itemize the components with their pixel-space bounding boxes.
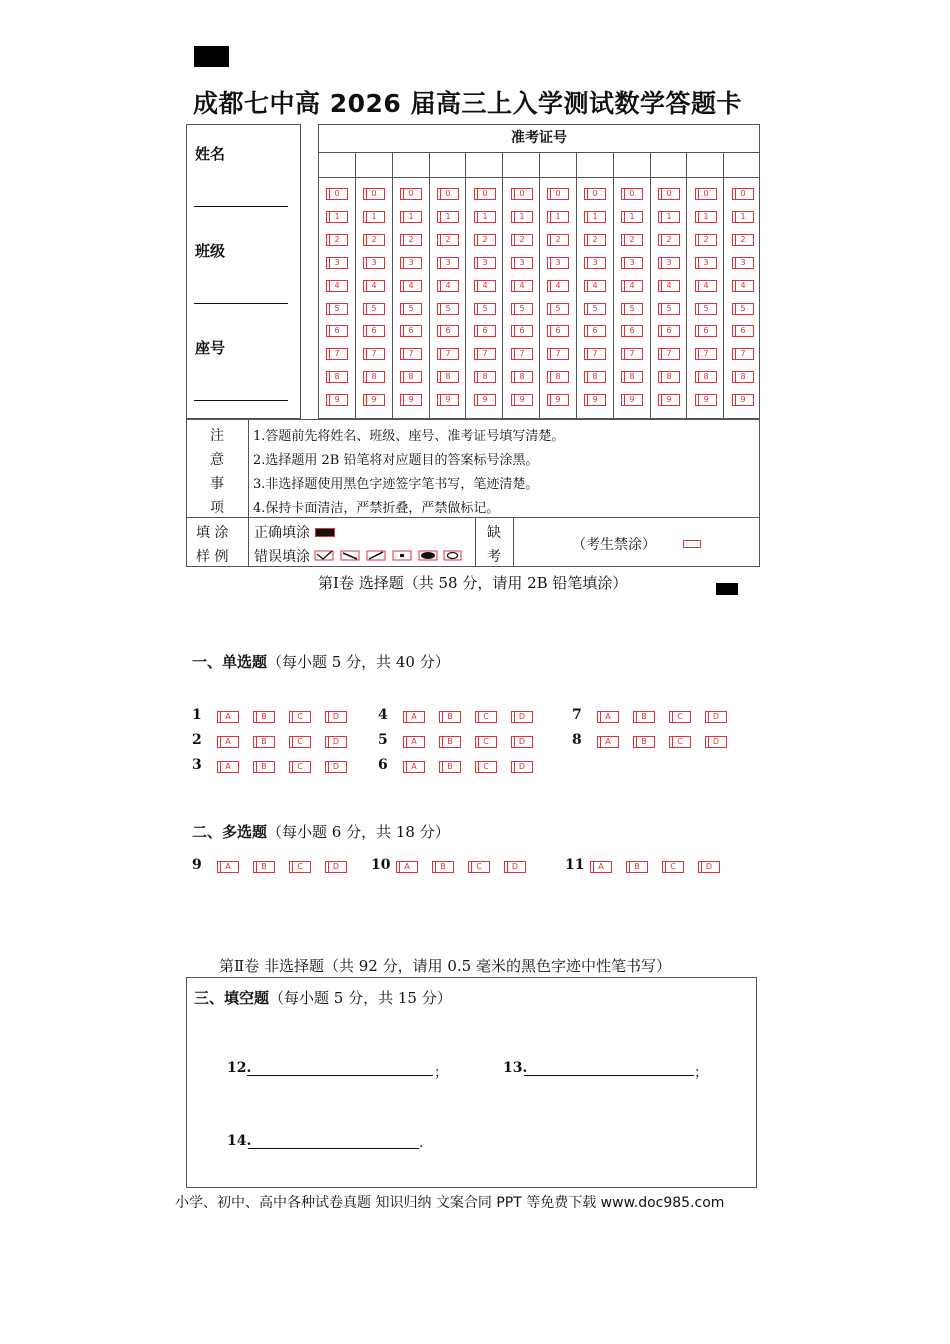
- exam-id-digit-bubble[interactable]: 4: [326, 280, 348, 292]
- exam-id-digit-bubble[interactable]: 7: [658, 348, 680, 360]
- exam-id-digit-bubble[interactable]: 2: [363, 234, 385, 246]
- exam-id-digit-bubble[interactable]: 1: [695, 211, 717, 223]
- exam-id-digit-bubble[interactable]: 1: [547, 211, 569, 223]
- exam-id-digit-bubble[interactable]: 0: [437, 188, 459, 200]
- answer-option-bubble[interactable]: C: [289, 736, 311, 748]
- exam-id-digit-bubble[interactable]: 2: [547, 234, 569, 246]
- exam-id-digit-bubble[interactable]: 6: [400, 325, 422, 337]
- answer-option-bubble[interactable]: B: [253, 736, 275, 748]
- exam-id-digit-bubble[interactable]: 6: [621, 325, 643, 337]
- exam-id-digit-bubble[interactable]: 0: [363, 188, 385, 200]
- answer-option-bubble[interactable]: D: [325, 736, 347, 748]
- exam-id-digit-bubble[interactable]: 9: [326, 394, 348, 406]
- exam-id-digit-bubble[interactable]: 1: [437, 211, 459, 223]
- exam-id-digit-bubble[interactable]: 2: [326, 234, 348, 246]
- answer-option-bubble[interactable]: C: [475, 711, 497, 723]
- answer-option-bubble[interactable]: D: [705, 711, 727, 723]
- exam-id-digit-bubble[interactable]: 8: [547, 371, 569, 383]
- answer-option-bubble[interactable]: B: [633, 711, 655, 723]
- answer-option-bubble[interactable]: D: [698, 861, 720, 873]
- answer-option-bubble[interactable]: C: [289, 761, 311, 773]
- exam-id-digit-bubble[interactable]: 0: [326, 188, 348, 200]
- multi-choice-score: （每小题 6 分，共 18 分）: [267, 823, 450, 841]
- exam-id-digit-bubble[interactable]: 4: [511, 280, 533, 292]
- exam-id-digit-bubble[interactable]: 7: [547, 348, 569, 360]
- exam-id-digit-bubble[interactable]: 4: [547, 280, 569, 292]
- exam-id-digit-bubble[interactable]: 8: [474, 371, 496, 383]
- exam-id-digit-bubble[interactable]: 6: [474, 325, 496, 337]
- exam-id-digit-bubble[interactable]: 2: [474, 234, 496, 246]
- exam-id-digit-bubble[interactable]: 8: [658, 371, 680, 383]
- answer-option-bubble[interactable]: C: [669, 736, 691, 748]
- exam-id-digit-bubble[interactable]: 8: [511, 371, 533, 383]
- exam-id-digit-bubble[interactable]: 5: [695, 303, 717, 315]
- fill-sample-label-2: 样 例: [196, 549, 229, 565]
- exam-id-digit-bubble[interactable]: 7: [695, 348, 717, 360]
- exam-id-digit-bubble[interactable]: 7: [437, 348, 459, 360]
- answer-option-bubble[interactable]: A: [396, 861, 418, 873]
- note-item-4: 4.保持卡面清洁，严禁折叠，严禁做标记。: [253, 501, 500, 516]
- answer-option-bubble[interactable]: B: [439, 761, 461, 773]
- answer-option-bubble[interactable]: A: [217, 736, 239, 748]
- answer-option-bubble[interactable]: A: [403, 736, 425, 748]
- alignment-mark-top: [194, 46, 229, 67]
- exam-id-digit-bubble[interactable]: 5: [326, 303, 348, 315]
- class-field[interactable]: [194, 303, 288, 304]
- exam-id-column-divider: [686, 152, 687, 419]
- exam-id-digit-bubble[interactable]: 2: [732, 234, 754, 246]
- exam-id-column-divider: [429, 152, 430, 419]
- question-number: 3: [192, 757, 202, 773]
- exam-id-digit-bubble[interactable]: 2: [621, 234, 643, 246]
- exam-id-digit-bubble[interactable]: 7: [621, 348, 643, 360]
- exam-id-digit-bubble[interactable]: 9: [437, 394, 459, 406]
- notes-side-char-3: 事: [210, 476, 224, 492]
- exam-id-digit-bubble[interactable]: 8: [400, 371, 422, 383]
- exam-id-digit-bubble[interactable]: 9: [511, 394, 533, 406]
- answer-option-bubble[interactable]: C: [289, 861, 311, 873]
- exam-id-digit-bubble[interactable]: 4: [732, 280, 754, 292]
- exam-id-digit-bubble[interactable]: 5: [363, 303, 385, 315]
- question-number: 7: [572, 707, 582, 723]
- exam-id-digit-bubble[interactable]: 8: [695, 371, 717, 383]
- question-number: 6: [378, 757, 388, 773]
- wrong-fill-examples: [314, 550, 462, 562]
- correct-fill-label: 正确填涂: [254, 525, 310, 541]
- absent-divider-right: [513, 517, 514, 567]
- exam-id-column-divider: [355, 152, 356, 419]
- answer-option-bubble[interactable]: B: [253, 711, 275, 723]
- exam-id-digit-bubble[interactable]: 9: [474, 394, 496, 406]
- exam-id-digit-bubble[interactable]: 7: [363, 348, 385, 360]
- exam-id-digit-bubble[interactable]: 8: [584, 371, 606, 383]
- exam-id-digit-bubble[interactable]: 0: [511, 188, 533, 200]
- question-number: 8: [572, 732, 582, 748]
- exam-id-digit-bubble[interactable]: 0: [695, 188, 717, 200]
- exam-id-digit-bubble[interactable]: 5: [400, 303, 422, 315]
- q14-label: 14.: [227, 1133, 252, 1149]
- exam-id-digit-bubble[interactable]: 9: [363, 394, 385, 406]
- answer-option-bubble[interactable]: C: [289, 711, 311, 723]
- exam-id-digit-bubble[interactable]: 9: [584, 394, 606, 406]
- part1-title: 第Ⅰ卷 选择题（共 58 分，请用 2B 铅笔填涂）: [318, 574, 628, 592]
- answer-option-bubble[interactable]: A: [403, 711, 425, 723]
- exam-id-digit-bubble[interactable]: 0: [547, 188, 569, 200]
- q13-label: 13.: [503, 1060, 528, 1076]
- exam-id-digit-bubble[interactable]: 5: [474, 303, 496, 315]
- exam-id-digit-bubble[interactable]: 4: [363, 280, 385, 292]
- exam-id-digit-bubble[interactable]: 3: [400, 257, 422, 269]
- exam-id-digit-bubble[interactable]: 5: [584, 303, 606, 315]
- wrong-fill-circle-icon: [444, 551, 461, 560]
- multi-choice-heading: [192, 821, 450, 842]
- exam-id-digit-bubble[interactable]: 4: [474, 280, 496, 292]
- wrong-fill-slash-icon: [341, 551, 359, 560]
- answer-option-bubble[interactable]: B: [439, 711, 461, 723]
- question-number: 9: [192, 857, 202, 873]
- exam-id-digit-bubble[interactable]: 3: [474, 257, 496, 269]
- exam-id-digit-bubble[interactable]: 3: [658, 257, 680, 269]
- exam-id-digit-bubble[interactable]: 0: [621, 188, 643, 200]
- answer-option-bubble[interactable]: C: [475, 736, 497, 748]
- answer-option-bubble[interactable]: B: [253, 861, 275, 873]
- single-choice-heading-text: 一、单选题: [192, 653, 268, 671]
- exam-id-column-divider: [723, 152, 724, 419]
- answer-option-bubble[interactable]: A: [217, 761, 239, 773]
- exam-id-digit-bubble[interactable]: 4: [621, 280, 643, 292]
- exam-id-digit-bubble[interactable]: 0: [400, 188, 422, 200]
- exam-id-digit-bubble[interactable]: 7: [511, 348, 533, 360]
- wrong-fill-dot-icon: [393, 551, 411, 560]
- absent-divider-left: [475, 517, 476, 567]
- exam-id-digit-bubble[interactable]: 3: [584, 257, 606, 269]
- notes-side-char-4: 项: [210, 500, 224, 516]
- alignment-mark-middle: [716, 583, 738, 595]
- q12-label: 12.: [227, 1060, 252, 1076]
- exam-id-digit-bubble[interactable]: 6: [326, 325, 348, 337]
- exam-id-digit-bubble[interactable]: 5: [437, 303, 459, 315]
- answer-option-bubble[interactable]: A: [217, 711, 239, 723]
- answer-option-bubble[interactable]: B: [432, 861, 454, 873]
- exam-id-digit-bubble[interactable]: 9: [547, 394, 569, 406]
- exam-id-digit-bubble[interactable]: 4: [695, 280, 717, 292]
- answer-option-bubble[interactable]: C: [669, 711, 691, 723]
- fill-in-heading: [194, 987, 452, 1008]
- exam-id-digit-bubble[interactable]: 0: [474, 188, 496, 200]
- wrong-fill-line-icon: [367, 551, 385, 560]
- exam-id-column-divider: [392, 152, 393, 419]
- exam-id-digit-bubble[interactable]: 2: [511, 234, 533, 246]
- exam-id-digit-bubble[interactable]: 8: [621, 371, 643, 383]
- exam-id-digit-bubble[interactable]: 6: [547, 325, 569, 337]
- exam-id-digit-bubble[interactable]: 2: [437, 234, 459, 246]
- exam-id-digit-bubble[interactable]: 2: [658, 234, 680, 246]
- exam-id-column-divider: [576, 152, 577, 419]
- answer-option-bubble[interactable]: C: [475, 761, 497, 773]
- answer-option-bubble[interactable]: C: [468, 861, 490, 873]
- answer-option-bubble[interactable]: B: [439, 736, 461, 748]
- answer-option-bubble[interactable]: A: [597, 736, 619, 748]
- exam-id-digit-bubble[interactable]: 1: [658, 211, 680, 223]
- exam-id-digit-bubble[interactable]: 2: [695, 234, 717, 246]
- wrong-fill-label: 错误填涂: [254, 549, 310, 565]
- answer-option-bubble[interactable]: C: [662, 861, 684, 873]
- exam-id-digit-bubble[interactable]: 1: [511, 211, 533, 223]
- exam-id-digit-bubble[interactable]: 3: [695, 257, 717, 269]
- exam-id-digit-bubble[interactable]: 6: [511, 325, 533, 337]
- exam-id-digit-bubble[interactable]: 6: [695, 325, 717, 337]
- exam-id-digit-bubble[interactable]: 4: [584, 280, 606, 292]
- answer-option-bubble[interactable]: D: [325, 861, 347, 873]
- fill-in-heading-text: 三、填空题: [194, 989, 270, 1007]
- exam-id-digit-bubble[interactable]: 4: [400, 280, 422, 292]
- q12-end: ；: [434, 1065, 448, 1081]
- footer-text: 小学、初中、高中各种试卷真题 知识归纳 文案合同 PPT 等免费下载 www.doc985.com: [175, 1195, 725, 1211]
- page-title: 成都七中高 2026 届高三上入学测试数学答题卡: [193, 89, 742, 118]
- question-number: 2: [192, 732, 202, 748]
- answer-option-bubble[interactable]: A: [217, 861, 239, 873]
- exam-id-digit-bubble[interactable]: 3: [547, 257, 569, 269]
- exam-id-digit-bubble[interactable]: 7: [400, 348, 422, 360]
- exam-id-digit-bubble[interactable]: 9: [621, 394, 643, 406]
- answer-option-bubble[interactable]: D: [705, 736, 727, 748]
- exam-id-digit-bubble[interactable]: 3: [363, 257, 385, 269]
- absent-label-2: 考: [487, 549, 501, 565]
- notes-side-divider: [248, 419, 249, 567]
- exam-id-digit-bubble[interactable]: 9: [732, 394, 754, 406]
- seat-field[interactable]: [194, 400, 288, 401]
- fill-sample-label-1: 填 涂: [196, 525, 229, 541]
- note-item-1: 1.答题前先将姓名、班级、座号、准考证号填写清楚。: [253, 429, 565, 444]
- exam-id-digit-bubble[interactable]: 1: [326, 211, 348, 223]
- exam-id-digit-bubble[interactable]: 9: [695, 394, 717, 406]
- absent-bubble[interactable]: [683, 540, 701, 548]
- question-number: 11: [565, 857, 585, 873]
- exam-id-digit-bubble[interactable]: 9: [400, 394, 422, 406]
- exam-id-column-divider: [650, 152, 651, 419]
- exam-id-digit-bubble[interactable]: 3: [437, 257, 459, 269]
- exam-id-digit-bubble[interactable]: 7: [584, 348, 606, 360]
- exam-id-digit-bubble[interactable]: 1: [400, 211, 422, 223]
- exam-id-digit-bubble[interactable]: 3: [326, 257, 348, 269]
- wrong-fill-ellipse-icon: [419, 551, 437, 560]
- exam-id-digit-bubble[interactable]: 3: [621, 257, 643, 269]
- answer-option-bubble[interactable]: A: [597, 711, 619, 723]
- exam-id-digit-bubble[interactable]: 7: [732, 348, 754, 360]
- exam-id-column-divider: [465, 152, 466, 419]
- single-choice-score: （每小题 5 分，共 40 分）: [267, 653, 450, 671]
- seat-label: 座号: [195, 339, 226, 357]
- answer-option-bubble[interactable]: A: [590, 861, 612, 873]
- answer-option-bubble[interactable]: B: [633, 736, 655, 748]
- exam-id-digit-bubble[interactable]: 4: [437, 280, 459, 292]
- exam-id-digit-bubble[interactable]: 4: [658, 280, 680, 292]
- exam-id-digit-bubble[interactable]: 1: [732, 211, 754, 223]
- class-label: 班级: [195, 242, 226, 260]
- exam-id-column-divider: [613, 152, 614, 419]
- exam-id-digit-bubble[interactable]: 9: [658, 394, 680, 406]
- exam-id-digit-bubble[interactable]: 5: [621, 303, 643, 315]
- answer-option-bubble[interactable]: D: [511, 761, 533, 773]
- exam-id-digit-bubble[interactable]: 0: [658, 188, 680, 200]
- exam-id-digit-bubble[interactable]: 5: [658, 303, 680, 315]
- exam-id-digit-bubble[interactable]: 6: [658, 325, 680, 337]
- answer-option-bubble[interactable]: D: [504, 861, 526, 873]
- name-label: 姓名: [195, 145, 226, 163]
- exam-id-digit-bubble[interactable]: 7: [474, 348, 496, 360]
- fill-in-score: （每小题 5 分，共 15 分）: [269, 989, 452, 1007]
- notes-side-char-2: 意: [210, 452, 224, 468]
- q14-answer-line[interactable]: [248, 1148, 419, 1149]
- single-choice-heading: [192, 651, 450, 672]
- exam-id-digit-bubble[interactable]: 3: [732, 257, 754, 269]
- notes-bottom-divider: [186, 517, 760, 518]
- exam-id-digit-bubble[interactable]: 1: [474, 211, 496, 223]
- exam-id-digit-bubble[interactable]: 2: [400, 234, 422, 246]
- q13-answer-line[interactable]: [524, 1075, 694, 1076]
- exam-id-digit-bubble[interactable]: 6: [437, 325, 459, 337]
- exam-id-digit-bubble[interactable]: 8: [326, 371, 348, 383]
- answer-option-bubble[interactable]: B: [253, 761, 275, 773]
- absent-note: （考生禁涂）: [572, 537, 656, 553]
- wrong-fill-check-icon: [315, 551, 333, 560]
- exam-id-digit-bubble[interactable]: 1: [584, 211, 606, 223]
- fill-in-box: [186, 977, 757, 1188]
- exam-id-digit-bubble[interactable]: 8: [732, 371, 754, 383]
- absent-label-1: 缺: [487, 525, 501, 541]
- exam-id-digit-bubble[interactable]: 1: [363, 211, 385, 223]
- exam-id-column-divider: [502, 152, 503, 419]
- exam-id-digit-bubble[interactable]: 5: [732, 303, 754, 315]
- exam-id-digit-bubble[interactable]: 6: [732, 325, 754, 337]
- question-number: 4: [378, 707, 388, 723]
- student-info-box: [186, 124, 301, 419]
- multi-choice-heading-text: 二、多选题: [192, 823, 268, 841]
- exam-id-digit-bubble[interactable]: 2: [584, 234, 606, 246]
- answer-option-bubble[interactable]: D: [511, 736, 533, 748]
- exam-id-digit-bubble[interactable]: 0: [732, 188, 754, 200]
- notes-side-char-1: 注: [210, 428, 224, 444]
- exam-id-digit-bubble[interactable]: 5: [511, 303, 533, 315]
- answer-option-bubble[interactable]: B: [626, 861, 648, 873]
- exam-id-digit-bubble[interactable]: 7: [326, 348, 348, 360]
- q14-end: .: [419, 1135, 424, 1151]
- question-number: 10: [371, 857, 391, 873]
- note-item-3: 3.非选择题使用黑色字迹签字笔书写，笔迹清楚。: [253, 477, 539, 492]
- answer-option-bubble[interactable]: A: [403, 761, 425, 773]
- note-item-2: 2.选择题用 2B 铅笔将对应题目的答案标号涂黑。: [253, 453, 539, 468]
- exam-id-digit-bubble[interactable]: 5: [547, 303, 569, 315]
- question-number: 1: [192, 707, 202, 723]
- answer-option-bubble[interactable]: D: [325, 761, 347, 773]
- exam-id-title: 准考证号: [511, 130, 567, 146]
- exam-id-digit-bubble[interactable]: 6: [584, 325, 606, 337]
- exam-id-digit-bubble[interactable]: 1: [621, 211, 643, 223]
- exam-id-digit-bubble[interactable]: 0: [584, 188, 606, 200]
- q13-end: ；: [694, 1065, 708, 1081]
- q12-answer-line[interactable]: [247, 1075, 433, 1076]
- exam-id-column-divider: [539, 152, 540, 419]
- part2-title: 第Ⅱ卷 非选择题（共 92 分，请用 0.5 毫米的黑色字迹中性笔书写）: [219, 957, 671, 975]
- correct-fill-example: [315, 528, 335, 537]
- exam-id-digit-bubble[interactable]: 8: [437, 371, 459, 383]
- exam-id-digit-bubble[interactable]: 6: [363, 325, 385, 337]
- exam-id-digit-bubble[interactable]: 8: [363, 371, 385, 383]
- question-number: 5: [378, 732, 388, 748]
- answer-option-bubble[interactable]: D: [325, 711, 347, 723]
- answer-option-bubble[interactable]: D: [511, 711, 533, 723]
- name-field[interactable]: [194, 206, 288, 207]
- exam-id-digit-bubble[interactable]: 3: [511, 257, 533, 269]
